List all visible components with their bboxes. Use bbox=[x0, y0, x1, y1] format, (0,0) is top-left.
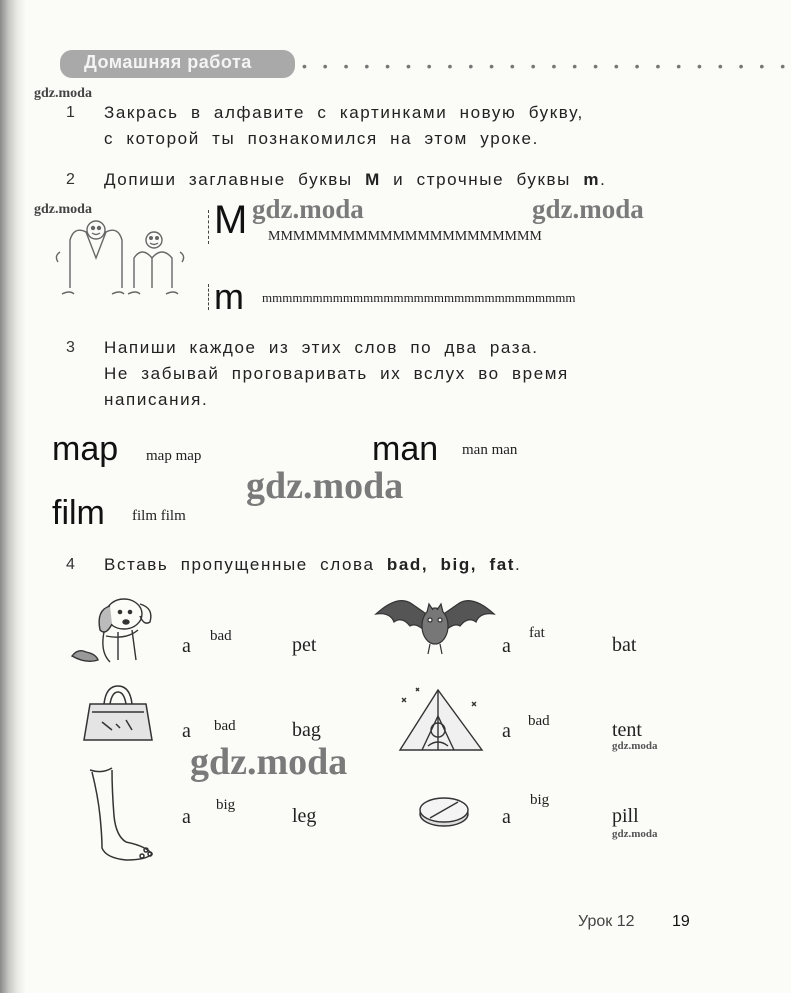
answer-word: bad bbox=[214, 718, 236, 734]
noun-word: leg bbox=[292, 805, 317, 827]
task-number: 3 bbox=[66, 339, 75, 356]
watermark: gdz.moda bbox=[34, 202, 92, 217]
tracing-guide bbox=[208, 284, 211, 310]
task4-instruction: Вставь пропущенные слова bad, big, fat. bbox=[104, 555, 522, 574]
word-answer: map map bbox=[146, 448, 202, 464]
leg-icon bbox=[86, 766, 160, 862]
answer-word: big bbox=[530, 792, 550, 808]
article: a bbox=[182, 720, 191, 742]
task1-instruction-line1: Закрась в алфавите с картинками новую букву, bbox=[104, 103, 584, 122]
task3-instruction-line2: Не забывай проговаривать их вслух во время bbox=[104, 364, 569, 383]
word-answer: man man bbox=[462, 442, 518, 458]
tent-icon bbox=[392, 684, 488, 754]
section-banner-title: Домашняя работа bbox=[84, 52, 252, 72]
watermark: gdz.moda bbox=[252, 194, 364, 224]
lesson-label: Урок 12 bbox=[578, 913, 635, 930]
watermark: gdz.moda bbox=[612, 740, 658, 752]
task2-instruction: Допиши заглавные буквы M и строчные буквы m. bbox=[104, 170, 607, 189]
article: a bbox=[502, 720, 511, 742]
page-number: 19 bbox=[672, 913, 690, 930]
task-number: 2 bbox=[66, 171, 75, 188]
bat-icon bbox=[372, 592, 498, 662]
noun-word: pill bbox=[612, 805, 639, 827]
task1-instruction-line2: с которой ты познакомился на этом уроке. bbox=[104, 129, 539, 148]
answer-word: bad bbox=[210, 628, 232, 644]
letter-characters-icon bbox=[52, 218, 192, 300]
watermark: gdz.moda bbox=[190, 741, 348, 783]
noun-word: tent bbox=[612, 719, 642, 741]
uppercase-answer-line: MMMMMMMMMMMMMMMMMMMMMM bbox=[268, 229, 542, 244]
article: a bbox=[182, 635, 191, 657]
uppercase-sample-letter: M bbox=[214, 198, 248, 242]
bag-icon bbox=[82, 684, 156, 744]
dog-icon bbox=[66, 592, 162, 668]
article: a bbox=[182, 806, 191, 828]
lowercase-answer-line: mmmmmmmmmmmmmmmmmmmmmmmmmmmmmmm bbox=[262, 290, 576, 305]
noun-word: bat bbox=[612, 634, 637, 656]
article: a bbox=[502, 635, 511, 657]
noun-word: bag bbox=[292, 719, 321, 741]
task4-word-bank: bad, big, fat bbox=[386, 555, 516, 574]
watermark: gdz.moda bbox=[246, 465, 404, 507]
word-sample: man bbox=[372, 430, 439, 468]
task-number: 4 bbox=[66, 556, 75, 573]
word-sample: map bbox=[52, 430, 119, 468]
word-sample: film bbox=[52, 494, 105, 532]
task2-uppercase-letter: M bbox=[365, 170, 381, 189]
article: a bbox=[502, 806, 511, 828]
task4-instruction-text: Вставь пропущенные слова bbox=[104, 555, 375, 574]
task2-lowercase-letter: m bbox=[583, 170, 601, 189]
task3-instruction-line1: Напиши каждое из этих слов по два раза. bbox=[104, 338, 539, 357]
word-answer: film film bbox=[132, 508, 186, 524]
watermark: gdz.moda bbox=[612, 828, 658, 840]
task3-instruction-line3: написания. bbox=[104, 390, 209, 409]
pill-icon bbox=[416, 792, 472, 832]
answer-word: big bbox=[216, 797, 236, 813]
page-binding-shadow bbox=[0, 0, 26, 993]
noun-word: pet bbox=[292, 634, 317, 656]
task-number: 1 bbox=[66, 104, 75, 121]
task2-instruction-text: Допиши заглавные буквы bbox=[104, 170, 353, 189]
watermark: gdz.moda bbox=[532, 194, 644, 224]
answer-word: fat bbox=[529, 625, 545, 641]
watermark: gdz.moda bbox=[34, 86, 92, 101]
lowercase-sample-letter: m bbox=[214, 276, 244, 317]
banner-dotted-line: • • • • • • • • • • • • • • • • • • • • • • • • bbox=[302, 58, 791, 74]
task2-instruction-text: и строчные буквы bbox=[393, 170, 572, 189]
answer-word: bad bbox=[528, 713, 550, 729]
tracing-guide bbox=[208, 210, 211, 244]
